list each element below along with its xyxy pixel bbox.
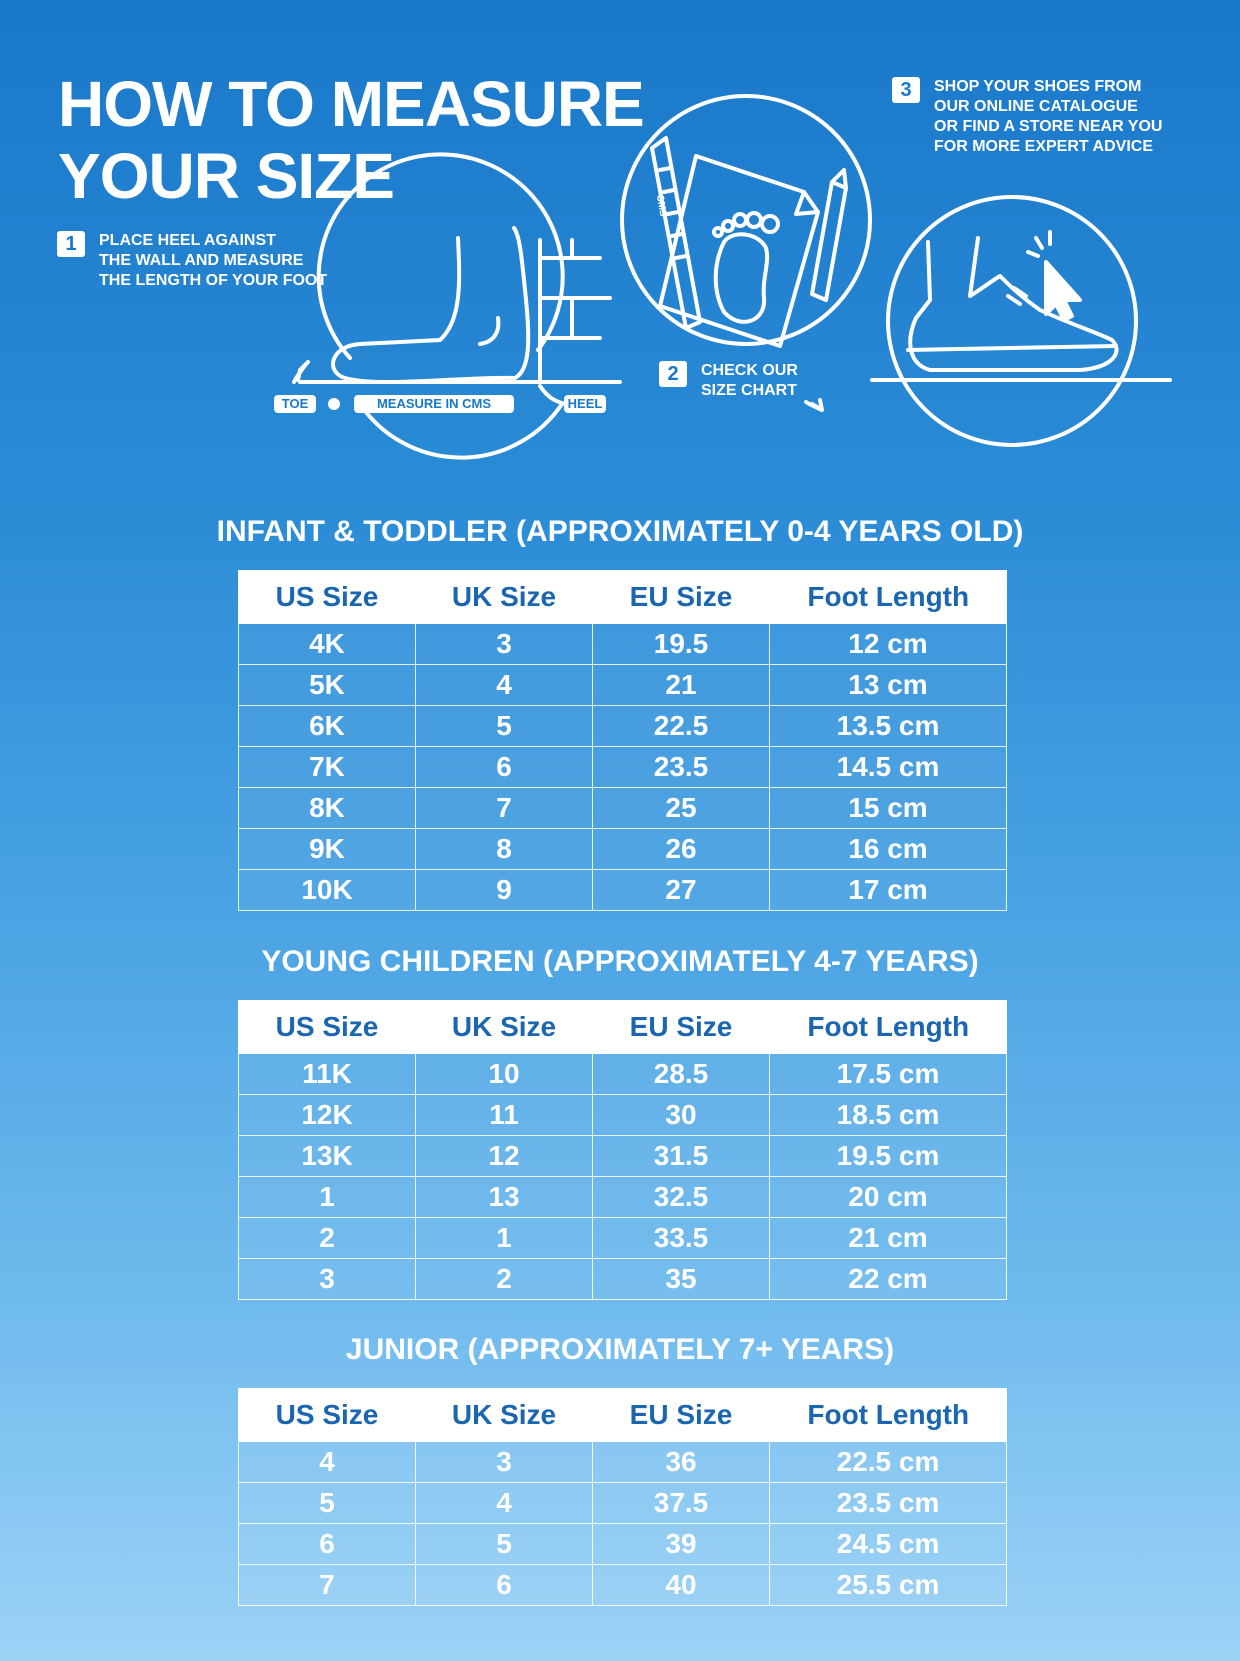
title-line-1: HOW TO MEASURE: [58, 68, 644, 140]
foot-length-cell: 13 cm: [770, 665, 1007, 706]
eu-size-cell: 35: [593, 1259, 770, 1300]
eu-size-cell: 23.5: [593, 747, 770, 788]
table-header-row: [239, 1000, 1007, 1054]
eu-size-cell: 39: [593, 1524, 770, 1565]
table-row: [239, 706, 1007, 747]
step-1-text: PLACE HEEL AGAINST THE WALL AND MEASURE THE LENGTH OF YOUR FOOT: [99, 232, 328, 289]
us-size-cell: 4: [239, 1442, 416, 1483]
us-size-cell: 12K: [239, 1095, 416, 1136]
header-uk-size: UK Size: [416, 1000, 593, 1054]
uk-size-cell: 6: [416, 747, 593, 788]
header-eu-size: EU Size: [593, 1388, 770, 1442]
uk-size-cell: 4: [416, 665, 593, 706]
table-row: [239, 624, 1007, 665]
junior-table: [238, 1388, 1007, 1606]
table-row: [239, 870, 1007, 911]
us-size-cell: 1: [239, 1177, 416, 1218]
uk-size-cell: 5: [416, 706, 593, 747]
step-3-number: 3: [892, 77, 920, 103]
eu-size-cell: 40: [593, 1565, 770, 1606]
us-size-cell: 7: [239, 1565, 416, 1606]
table-row: [239, 1177, 1007, 1218]
uk-size-cell: 5: [416, 1524, 593, 1565]
foot-length-cell: 19.5 cm: [770, 1136, 1007, 1177]
foot-length-cell: 22.5 cm: [770, 1442, 1007, 1483]
eu-size-cell: 21: [593, 665, 770, 706]
infant-toddler-table: [238, 570, 1007, 911]
eu-size-cell: 36: [593, 1442, 770, 1483]
table-header-row: [239, 570, 1007, 624]
step-1: [57, 231, 357, 291]
step-2-number: 2: [659, 361, 687, 387]
table-row: [239, 1565, 1007, 1606]
header-us-size: US Size: [239, 1388, 416, 1442]
uk-size-cell: 9: [416, 870, 593, 911]
measure-label: MEASURE IN CMS: [354, 395, 514, 413]
header-foot-length: Foot Length: [770, 570, 1007, 624]
shoe-click-icon: [872, 197, 1170, 445]
junior-title: JUNIOR (APPROXIMATELY 7+ YEARS): [345, 1333, 895, 1366]
us-size-cell: 6: [239, 1524, 416, 1565]
step-3: [892, 77, 1192, 157]
heel-label: HEEL: [564, 395, 606, 413]
us-size-cell: 5: [239, 1483, 416, 1524]
table-row: [239, 1259, 1007, 1300]
uk-size-cell: 8: [416, 829, 593, 870]
us-size-cell: 7K: [239, 747, 416, 788]
us-size-cell: 3: [239, 1259, 416, 1300]
uk-size-cell: 3: [416, 1442, 593, 1483]
step-2: [659, 361, 859, 401]
foot-length-cell: 15 cm: [770, 788, 1007, 829]
young-children-table: [238, 1000, 1007, 1300]
table-row: [239, 1442, 1007, 1483]
table-row: [239, 788, 1007, 829]
table-row: [239, 1218, 1007, 1259]
eu-size-cell: 26: [593, 829, 770, 870]
table-row: [239, 747, 1007, 788]
us-size-cell: 6K: [239, 706, 416, 747]
foot-length-cell: 24.5 cm: [770, 1524, 1007, 1565]
us-size-cell: 4K: [239, 624, 416, 665]
step-1-number: 1: [57, 231, 85, 257]
header-us-size: US Size: [239, 570, 416, 624]
ruler-label: CMS: [653, 193, 669, 218]
page-title: [58, 68, 644, 212]
foot-length-cell: 23.5 cm: [770, 1483, 1007, 1524]
foot-length-cell: 17.5 cm: [770, 1054, 1007, 1095]
uk-size-cell: 3: [416, 624, 593, 665]
foot-length-cell: 21 cm: [770, 1218, 1007, 1259]
foot-length-cell: 18.5 cm: [770, 1095, 1007, 1136]
header-uk-size: UK Size: [416, 570, 593, 624]
uk-size-cell: 4: [416, 1483, 593, 1524]
us-size-cell: 5K: [239, 665, 416, 706]
uk-size-cell: 11: [416, 1095, 593, 1136]
eu-size-cell: 33.5: [593, 1218, 770, 1259]
uk-size-cell: 6: [416, 1565, 593, 1606]
us-size-cell: 9K: [239, 829, 416, 870]
us-size-cell: 8K: [239, 788, 416, 829]
eu-size-cell: 22.5: [593, 706, 770, 747]
header-eu-size: EU Size: [593, 1000, 770, 1054]
foot-length-cell: 14.5 cm: [770, 747, 1007, 788]
uk-size-cell: 10: [416, 1054, 593, 1095]
eu-size-cell: 27: [593, 870, 770, 911]
eu-size-cell: 30: [593, 1095, 770, 1136]
young-children-title: YOUNG CHILDREN (APPROXIMATELY 4-7 YEARS): [261, 945, 979, 978]
eu-size-cell: 19.5: [593, 624, 770, 665]
us-size-cell: 13K: [239, 1136, 416, 1177]
table-row: [239, 1524, 1007, 1565]
header-foot-length: Foot Length: [770, 1000, 1007, 1054]
table-row: [239, 1095, 1007, 1136]
table-row: [239, 1136, 1007, 1177]
step-2-text: CHECK OUR SIZE CHART: [701, 362, 798, 399]
foot-length-cell: 12 cm: [770, 624, 1007, 665]
eu-size-cell: 25: [593, 788, 770, 829]
uk-size-cell: 1: [416, 1218, 593, 1259]
foot-length-cell: 20 cm: [770, 1177, 1007, 1218]
header-foot-length: Foot Length: [770, 1388, 1007, 1442]
uk-size-cell: 2: [416, 1259, 593, 1300]
foot-length-cell: 16 cm: [770, 829, 1007, 870]
toe-label: TOE: [274, 395, 316, 413]
table-row: [239, 1483, 1007, 1524]
foot-length-cell: 25.5 cm: [770, 1565, 1007, 1606]
us-size-cell: 11K: [239, 1054, 416, 1095]
eu-size-cell: 28.5: [593, 1054, 770, 1095]
table-row: [239, 665, 1007, 706]
header-us-size: US Size: [239, 1000, 416, 1054]
table-row: [239, 829, 1007, 870]
eu-size-cell: 37.5: [593, 1483, 770, 1524]
foot-length-cell: 22 cm: [770, 1259, 1007, 1300]
uk-size-cell: 13: [416, 1177, 593, 1218]
uk-size-cell: 7: [416, 788, 593, 829]
step-3-text: SHOP YOUR SHOES FROM OUR ONLINE CATALOGUE OR FIND A STORE NEAR YOU FOR MORE EXPERT ADVICE: [934, 78, 1163, 155]
header-uk-size: UK Size: [416, 1388, 593, 1442]
title-line-2: YOUR SIZE: [58, 140, 394, 212]
infant-toddler-title: INFANT & TODDLER (APPROXIMATELY 0-4 YEARS OLD): [216, 515, 1024, 548]
foot-length-cell: 17 cm: [770, 870, 1007, 911]
header-eu-size: EU Size: [593, 570, 770, 624]
foot-length-cell: 13.5 cm: [770, 706, 1007, 747]
us-size-cell: 2: [239, 1218, 416, 1259]
us-size-cell: 10K: [239, 870, 416, 911]
uk-size-cell: 12: [416, 1136, 593, 1177]
eu-size-cell: 32.5: [593, 1177, 770, 1218]
table-row: [239, 1054, 1007, 1095]
table-header-row: [239, 1388, 1007, 1442]
eu-size-cell: 31.5: [593, 1136, 770, 1177]
